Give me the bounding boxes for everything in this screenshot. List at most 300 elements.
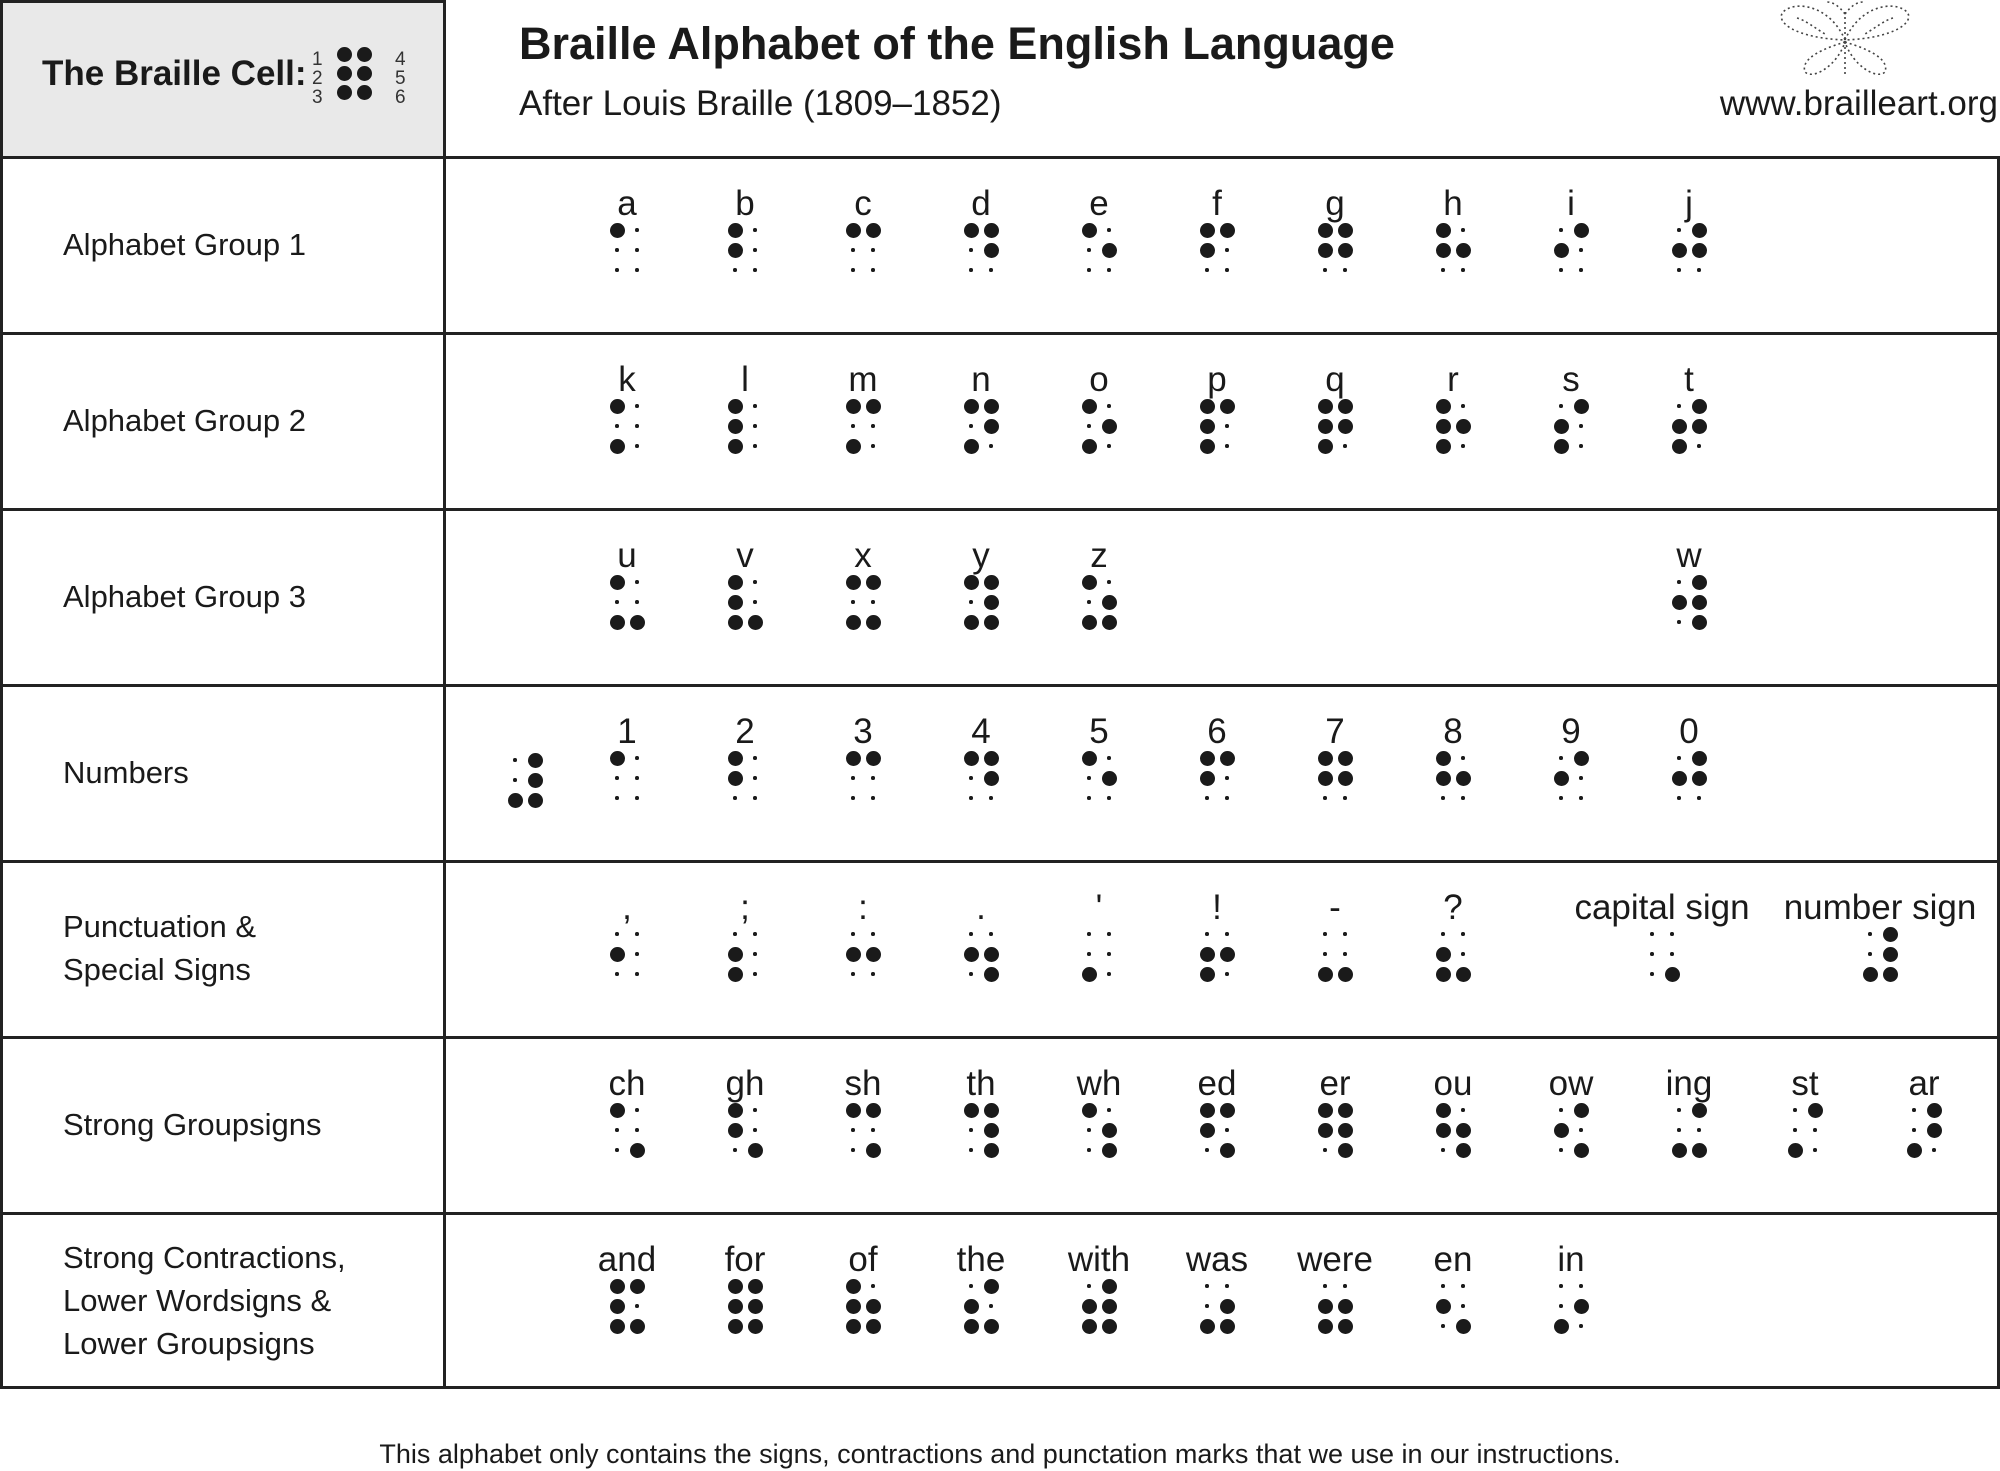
braille-dot-empty [1677,580,1681,584]
sign-label: 8 [1443,712,1463,751]
braille-dot-raised [1082,1103,1097,1118]
braille-dot-raised [984,751,999,766]
sign-label: ed [1197,1064,1237,1103]
braille-dot-raised [610,1319,625,1334]
braille-dot-empty [1677,268,1681,272]
braille-dot-empty [615,972,619,976]
braille-dot-empty [753,228,757,232]
braille-dot-raised [610,1279,625,1294]
braille-dot-raised [866,223,881,238]
braille-dot-empty [753,600,757,604]
braille-dot-raised [610,399,625,414]
braille-dot-empty [969,248,973,252]
braille-dot-raised [1665,967,1680,982]
braille-dot-empty [969,1148,973,1152]
braille-dot-raised [1338,751,1353,766]
braille-dot-empty [1461,796,1465,800]
braille-dot-empty [1579,776,1583,780]
braille-dot-empty [635,228,639,232]
braille-dot-empty [1107,580,1111,584]
row-label-line: Strong Contractions, [63,1239,346,1275]
braille-dot-raised [1200,399,1215,414]
row-label [63,575,306,618]
braille-dot-raised [1456,967,1471,982]
braille-dot-raised [846,1319,861,1334]
braille-dot-raised [964,751,979,766]
sign-label: in [1557,1240,1585,1279]
braille-dot-empty [1205,796,1209,800]
braille-dot-raised [1338,243,1353,258]
sign-label: 7 [1325,712,1345,751]
braille-dot-empty [1461,228,1465,232]
braille-dot-empty [753,404,757,408]
braille-dot-empty [1107,796,1111,800]
braille-dot-raised [508,793,523,808]
row-divider [0,860,2000,863]
braille-dot-raised [1456,771,1471,786]
braille-dot-raised [1200,947,1215,962]
row-label [63,399,306,442]
row-divider [0,684,2000,687]
braille-dot-empty [635,972,639,976]
braille-dot-raised [728,1279,743,1294]
row-label [63,905,256,991]
dot-number-5: 5 [395,68,406,89]
braille-dot-raised [1554,1123,1569,1138]
braille-dot-empty [1343,796,1347,800]
braille-dot-raised [1102,243,1117,258]
braille-dot-raised [1338,1103,1353,1118]
braille-dot-raised [984,771,999,786]
sign-label: a [617,184,637,223]
braille-dot-empty [1323,1148,1327,1152]
sign-label: 3 [853,712,873,751]
braille-dot-raised [728,439,743,454]
sign-label: ou [1433,1064,1473,1103]
braille-dot-raised [1574,1103,1589,1118]
braille-dot-empty [851,1148,855,1152]
braille-dot-raised [984,1319,999,1334]
braille-dot-raised [846,1299,861,1314]
braille-dot-raised [1692,1143,1707,1158]
braille-dot-raised [1200,1123,1215,1138]
braille-dot-raised [1554,439,1569,454]
table-border-left [0,0,3,1389]
braille-dot-raised [1436,243,1451,258]
row-label-line: Lower Groupsigns [63,1325,315,1361]
braille-dot-raised [984,243,999,258]
braille-dot-raised [728,575,743,590]
braille-dot-empty [1697,1128,1701,1132]
braille-dot-empty [1650,972,1654,976]
braille-dot-raised [1692,771,1707,786]
sign-label: 9 [1561,712,1581,751]
braille-dot-raised [1102,1319,1117,1334]
sign-label: 0 [1679,712,1699,751]
braille-dot-empty [969,776,973,780]
braille-dot-raised [1863,967,1878,982]
braille-dot-raised [866,1103,881,1118]
braille-dot-raised [1338,1143,1353,1158]
braille-dot-empty [969,600,973,604]
braille-dot-raised [610,1103,625,1118]
braille-dot-raised [984,947,999,962]
sign-label: capital sign [1574,888,1750,927]
braille-dot-raised [866,1319,881,1334]
braille-cell-label: The Braille Cell: [42,54,307,93]
braille-dot-raised [964,947,979,962]
braille-dot-raised [357,66,372,81]
braille-dot-raised [1318,223,1333,238]
sign-label: was [1185,1240,1249,1279]
braille-dot-raised [357,47,372,62]
row-label [63,1236,346,1365]
braille-dot-empty [1461,952,1465,956]
braille-dot-raised [748,1143,763,1158]
braille-dot-empty [1559,268,1563,272]
braille-dot-raised [1102,771,1117,786]
braille-dot-empty [1087,600,1091,604]
braille-dot-raised [748,1299,763,1314]
braille-dot-empty [615,1128,619,1132]
braille-dot-raised [984,419,999,434]
sign-label: f [1212,184,1222,223]
braille-dot-raised [1318,751,1333,766]
braille-dot-empty [871,972,875,976]
braille-dot-raised [1883,947,1898,962]
braille-dot-empty [635,1128,639,1132]
row-label [63,223,306,266]
braille-dot-empty [1461,1108,1465,1112]
braille-dot-empty [1107,268,1111,272]
braille-dot-empty [871,424,875,428]
braille-dot-empty [1559,1108,1563,1112]
braille-dot-empty [753,776,757,780]
sign-label: gh [725,1064,765,1103]
braille-dot-raised [1318,1123,1333,1138]
braille-dot-raised [1082,967,1097,982]
braille-dot-empty [615,248,619,252]
braille-dot-raised [866,947,881,962]
sign-label: ing [1665,1064,1713,1103]
braille-dot-raised [728,243,743,258]
sign-label: n [971,360,991,399]
braille-dot-empty [871,268,875,272]
braille-dot-empty [969,1128,973,1132]
braille-dot-raised [1220,1319,1235,1334]
sign-label: . [976,888,986,927]
braille-dot-raised [1338,1123,1353,1138]
braille-dot-raised [1200,243,1215,258]
braille-dot-raised [1082,575,1097,590]
braille-dot-empty [851,796,855,800]
braille-dot-empty [753,1128,757,1132]
braille-dot-raised [866,1299,881,1314]
sign-label: st [1791,1064,1819,1103]
sign-label: k [618,360,636,399]
braille-dot-raised [964,223,979,238]
row-label-line: Lower Wordsigns & [63,1282,332,1318]
braille-dot-raised [1082,223,1097,238]
braille-dot-empty [1697,444,1701,448]
braille-dot-empty [1205,1304,1209,1308]
braille-dot-raised [1220,399,1235,414]
braille-dot-empty [1323,1284,1327,1288]
braille-dot-raised [1574,1143,1589,1158]
braille-dot-empty [615,796,619,800]
sign-label: y [972,536,990,575]
braille-dot-raised [728,1319,743,1334]
sign-label: en [1433,1240,1473,1279]
braille-dot-raised [1456,419,1471,434]
braille-dot-empty [989,268,993,272]
braille-dot-empty [615,268,619,272]
braille-dot-raised [528,753,543,768]
braille-dot-empty [1343,268,1347,272]
braille-dot-raised [1692,615,1707,630]
braille-dot-raised [610,947,625,962]
row-label-line: Alphabet Group 3 [63,578,307,614]
braille-dot-raised [728,1299,743,1314]
row-divider [0,1212,2000,1215]
braille-dot-empty [753,796,757,800]
braille-dot-raised [1082,615,1097,630]
braille-dot-raised [1456,1143,1471,1158]
sign-label: e [1089,184,1109,223]
braille-dot-empty [1932,1148,1936,1152]
braille-dot-empty [753,248,757,252]
braille-dot-raised [1436,771,1451,786]
braille-dot-raised [846,439,861,454]
braille-dot-raised [1200,419,1215,434]
braille-dot-empty [871,248,875,252]
braille-dot-empty [1087,796,1091,800]
braille-dot-empty [1677,228,1681,232]
braille-dot-raised [846,1279,861,1294]
braille-dot-raised [1436,947,1451,962]
braille-dot-empty [1087,424,1091,428]
braille-dot-raised [866,399,881,414]
braille-dot-raised [1102,1299,1117,1314]
braille-dot-empty [1205,1148,1209,1152]
page-title: Braille Alphabet of the English Language [519,18,1395,69]
braille-dot-raised [728,399,743,414]
sign-label: number sign [1783,888,1977,927]
braille-dot-empty [1107,756,1111,760]
braille-dot-empty [1087,952,1091,956]
braille-dot-raised [964,1103,979,1118]
braille-dot-raised [630,1319,645,1334]
braille-dot-raised [984,1103,999,1118]
braille-dot-empty [1793,1128,1797,1132]
braille-dot-raised [1200,771,1215,786]
braille-dot-empty [753,424,757,428]
braille-dot-empty [733,1148,737,1152]
braille-dot-empty [1107,404,1111,408]
braille-dot-raised [1672,419,1687,434]
braille-dot-empty [1343,1284,1347,1288]
braille-dot-empty [1441,1148,1445,1152]
braille-dot-raised [1554,1319,1569,1334]
braille-dot-empty [1441,932,1445,936]
braille-dot-raised [866,615,881,630]
braille-dot-raised [728,1123,743,1138]
braille-dot-empty [871,600,875,604]
sign-label: z [1090,536,1108,575]
sign-label: ; [740,888,750,927]
braille-dot-raised [1200,439,1215,454]
braille-dot-raised [1082,1319,1097,1334]
braille-dot-empty [1205,932,1209,936]
sign-label: ow [1548,1064,1594,1103]
braille-dot-empty [615,600,619,604]
braille-dot-raised [846,947,861,962]
sign-label: w [1676,536,1702,575]
braille-dot-raised [984,595,999,610]
braille-dot-raised [528,793,543,808]
braille-dot-raised [1338,419,1353,434]
braille-dot-raised [1692,399,1707,414]
braille-dot-empty [1107,228,1111,232]
sign-label: v [736,536,754,575]
braille-dot-raised [1456,1123,1471,1138]
braille-dot-raised [1338,399,1353,414]
braille-dot-empty [871,932,875,936]
braille-dot-raised [964,1299,979,1314]
braille-dot-raised [1692,223,1707,238]
braille-dot-empty [1225,444,1229,448]
braille-dot-raised [1220,751,1235,766]
row-label [63,1103,321,1146]
sign-label: l [741,360,749,399]
braille-dot-empty [1087,1128,1091,1132]
sign-label: r [1447,360,1459,399]
sign-label: ' [1095,888,1103,927]
braille-dot-empty [1559,756,1563,760]
braille-dot-empty [989,932,993,936]
braille-dot-empty [1677,620,1681,624]
braille-dot-empty [851,424,855,428]
braille-dot-raised [1436,1103,1451,1118]
braille-dot-empty [1579,444,1583,448]
braille-dot-raised [630,1143,645,1158]
braille-dot-empty [851,932,855,936]
braille-dot-empty [1087,248,1091,252]
sign-label: 6 [1207,712,1227,751]
braille-dot-raised [1692,575,1707,590]
braille-dot-empty [753,952,757,956]
braille-dot-raised [748,1319,763,1334]
braille-dot-empty [733,932,737,936]
braille-dot-raised [630,615,645,630]
sign-label: 5 [1089,712,1109,751]
braille-dot-empty [1225,972,1229,976]
sign-label: the [956,1240,1006,1279]
braille-dot-raised [1200,223,1215,238]
braille-dot-raised [1338,1299,1353,1314]
braille-dot-empty [1087,268,1091,272]
braille-dot-empty [1323,932,1327,936]
braille-dot-raised [1318,243,1333,258]
braille-dot-raised [866,751,881,766]
sign-label: d [971,184,991,223]
braille-dot-empty [851,600,855,604]
braille-dot-raised [1102,595,1117,610]
braille-dot-empty [1461,1304,1465,1308]
braille-dot-empty [851,1128,855,1132]
braille-dot-empty [851,268,855,272]
braille-dot-empty [1225,248,1229,252]
sign-label: u [617,536,637,575]
sign-label: , [622,888,632,927]
website-link[interactable]: www.brailleart.org [1719,84,1998,123]
braille-dot-raised [610,439,625,454]
braille-dot-empty [1677,1108,1681,1112]
braille-dot-raised [1338,223,1353,238]
sign-label: with [1067,1240,1131,1279]
row-label [63,751,189,794]
braille-dot-empty [635,932,639,936]
braille-dot-raised [866,575,881,590]
braille-dot-empty [1441,1284,1445,1288]
braille-dot-raised [984,1143,999,1158]
braille-dot-raised [1436,1299,1451,1314]
braille-dot-raised [610,223,625,238]
braille-dot-empty [1087,932,1091,936]
braille-dot-empty [1559,228,1563,232]
braille-dot-raised [1672,243,1687,258]
braille-dot-empty [635,580,639,584]
sign-label: j [1685,184,1693,223]
braille-dot-empty [1677,756,1681,760]
braille-dot-empty [753,1108,757,1112]
sign-label: er [1319,1064,1351,1103]
braille-dot-empty [733,796,737,800]
sign-label: t [1684,360,1694,399]
braille-dot-raised [1436,223,1451,238]
sign-label: g [1325,184,1345,223]
braille-dot-empty [635,1108,639,1112]
braille-dot-empty [733,268,737,272]
braille-dot-raised [984,399,999,414]
braille-dot-empty [1579,268,1583,272]
braille-dot-raised [1318,399,1333,414]
braille-dot-empty [615,424,619,428]
braille-dot-empty [1225,796,1229,800]
braille-dot-raised [1436,419,1451,434]
row-label-line: Alphabet Group 1 [63,226,307,262]
braille-dot-empty [851,972,855,976]
braille-dot-empty [635,444,639,448]
braille-dot-raised [1318,419,1333,434]
sign-label: o [1089,360,1109,399]
braille-dot-empty [1650,932,1654,936]
braille-dot-empty [1107,972,1111,976]
sign-label: b [735,184,755,223]
braille-dot-raised [610,575,625,590]
braille-dot-empty [753,972,757,976]
sign-label: q [1325,360,1345,399]
braille-dot-empty [1868,932,1872,936]
braille-dot-empty [1225,1128,1229,1132]
braille-dot-empty [1559,1304,1563,1308]
braille-dot-raised [357,85,372,100]
braille-dot-raised [846,575,861,590]
braille-dot-raised [1672,439,1687,454]
braille-dot-empty [1107,932,1111,936]
braille-dot-raised [1436,439,1451,454]
braille-dot-raised [337,47,352,62]
